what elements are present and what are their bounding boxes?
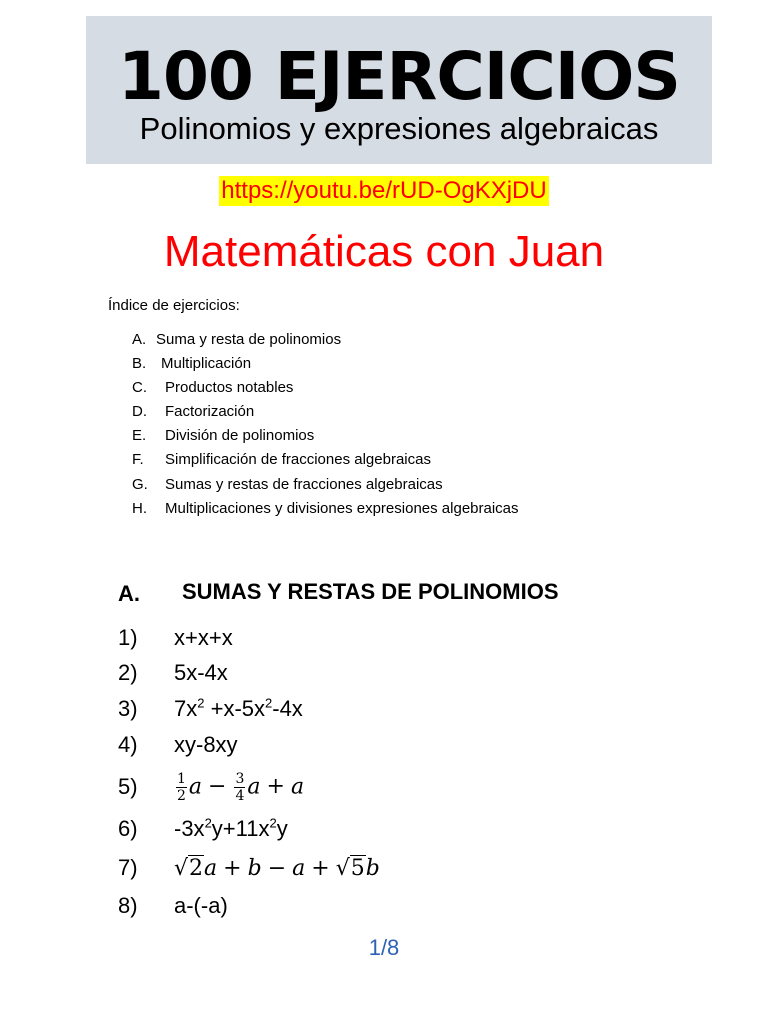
page-subtitle: Polinomios y expresiones algebraicas bbox=[139, 111, 659, 146]
exercise-item bbox=[118, 763, 380, 811]
exercise-number: 3) bbox=[118, 696, 138, 721]
index-item-label: Multiplicación bbox=[161, 355, 252, 373]
exercise-item bbox=[118, 655, 380, 691]
brand-name: Matemáticas con Juan bbox=[163, 227, 605, 276]
exercise-item bbox=[118, 847, 380, 889]
index-item-letter: F. bbox=[132, 451, 144, 469]
index-item-letter: E. bbox=[132, 427, 147, 445]
exercise-item bbox=[118, 620, 380, 655]
index-list bbox=[132, 329, 519, 522]
sqrt-symbol: √2 bbox=[174, 855, 204, 881]
index-item-letter: G. bbox=[132, 475, 148, 493]
index-item bbox=[132, 425, 519, 449]
index-item bbox=[132, 474, 519, 498]
exercise-expression: $7x^2 +x-5x^2-4x$ bbox=[174, 695, 303, 721]
section-title: SUMAS Y RESTAS DE POLINOMIOS bbox=[182, 579, 559, 604]
exercise-number: 7) bbox=[118, 855, 138, 880]
exercise-number: 4) bbox=[118, 732, 138, 757]
index-item-letter: B. bbox=[132, 355, 147, 373]
index-item-letter: A. bbox=[132, 331, 147, 348]
index-item bbox=[132, 498, 519, 522]
exercise-item bbox=[118, 889, 380, 923]
exercise-expression: √2a + b − a + √5b bbox=[174, 855, 380, 881]
index-item-label: Simplificación de fracciones algebraicas bbox=[165, 451, 431, 469]
sqrt-symbol: √5 bbox=[335, 855, 365, 881]
video-link-container bbox=[0, 176, 768, 206]
exercise-item bbox=[118, 691, 380, 727]
exercise-expression: xy-8xy bbox=[174, 732, 238, 757]
index-item-label: Sumas y restas de fracciones algebraicas bbox=[165, 475, 443, 493]
page-title: 100 EJERCICIOS bbox=[118, 38, 680, 115]
index-item-label: Multiplicaciones y divisiones expresiones algebraicas bbox=[165, 499, 519, 517]
index-item bbox=[132, 353, 519, 377]
exercise-item bbox=[118, 727, 380, 763]
exercise-expression: x+x+x bbox=[174, 624, 233, 650]
title-banner bbox=[86, 16, 712, 164]
exercise-number: 6) bbox=[118, 816, 138, 841]
exercise-expression: $\frac{1}{2}$ a − $\frac{3}{4}$ a + a bbox=[177, 770, 305, 804]
index-item-label: División de polinomios bbox=[165, 427, 315, 445]
exercise-number: 5) bbox=[118, 774, 138, 799]
exercise-number: 2) bbox=[118, 660, 138, 685]
exercise-expression: $-3x^2y+11x^2y$ bbox=[174, 815, 288, 841]
exercise-item bbox=[118, 811, 380, 847]
exercise-number: 1) bbox=[118, 624, 138, 650]
index-item bbox=[132, 401, 519, 425]
index-item-label: Suma y resta de polinomios bbox=[156, 331, 342, 348]
index-item bbox=[132, 329, 519, 353]
fraction: $\frac{3}{4}$ bbox=[235, 770, 245, 804]
section-letter: A. bbox=[118, 581, 140, 606]
index-title: Índice de ejercicios: bbox=[108, 297, 240, 314]
exercise-number: 8) bbox=[118, 893, 138, 918]
exercise-expression: a-(-a) bbox=[174, 893, 228, 918]
video-link[interactable]: https://youtu.be/rUD-OgKXjDU bbox=[221, 177, 547, 204]
index-item-letter: D. bbox=[132, 403, 147, 421]
exercise-expression: 5x-4x bbox=[174, 660, 228, 685]
index-item-letter: H. bbox=[132, 499, 147, 517]
page-number: 1/8 bbox=[368, 935, 400, 960]
fraction: $\frac{1}{2}$ bbox=[177, 770, 186, 804]
index-item-letter: C. bbox=[132, 379, 147, 397]
index-item-label: Factorización bbox=[165, 403, 255, 421]
index-item-label: Productos notables bbox=[165, 379, 294, 397]
exercise-list bbox=[118, 620, 380, 923]
index-item bbox=[132, 377, 519, 401]
index-item bbox=[132, 449, 519, 473]
